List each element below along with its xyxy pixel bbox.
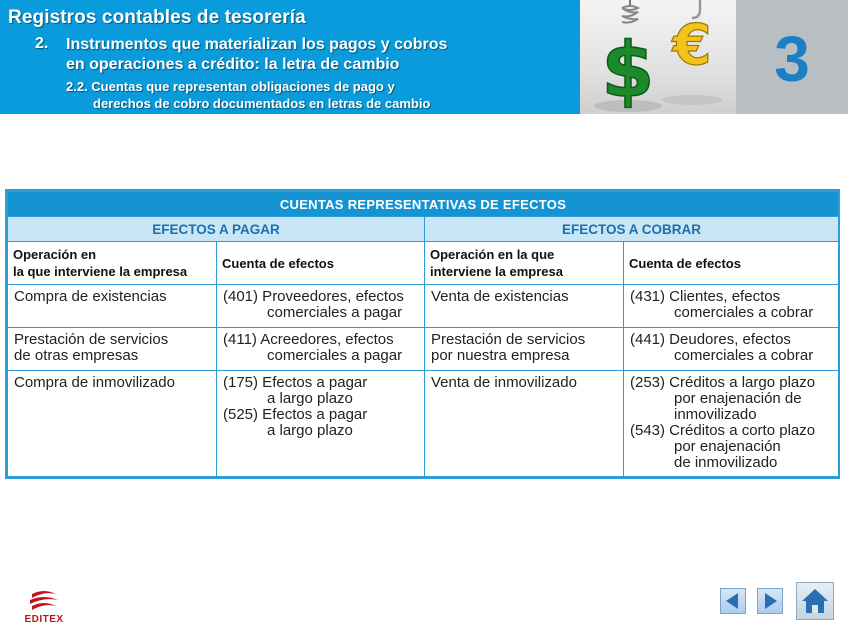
money-image — [580, 0, 736, 114]
prev-button[interactable] — [720, 588, 746, 614]
euro-sign-icon — [671, 13, 712, 78]
cell-operacion-cobrar — [425, 371, 624, 477]
chapter-badge — [736, 0, 848, 114]
home-icon — [797, 583, 833, 619]
cell-line: de otras empresas — [14, 347, 139, 364]
dollar-sign-icon — [602, 25, 655, 114]
cell-line: comerciales a cobrar — [674, 304, 814, 321]
header-band — [0, 0, 580, 114]
table-row — [8, 285, 839, 328]
editex-logo — [18, 588, 70, 628]
arrow-right-icon — [758, 589, 782, 613]
cell-line: por nuestra empresa — [431, 347, 570, 364]
arrow-left-icon — [721, 589, 745, 613]
accounts-table — [5, 189, 840, 479]
cell-cuenta-cobrar — [624, 285, 839, 328]
svg-text:€: € — [672, 13, 712, 78]
column-header-operacion-cobrar — [425, 242, 624, 285]
section-title-line-1: Instrumentos que materializan los pagos y cobros — [66, 36, 448, 53]
cell-line: por enajenación de — [674, 390, 802, 407]
cell-cuenta-cobrar — [624, 371, 839, 477]
column-header-line: Cuenta de efectos — [222, 255, 334, 271]
cell-line: Prestación de servicios — [431, 331, 586, 348]
section-title — [66, 35, 546, 75]
column-header-operacion-pagar — [8, 242, 217, 285]
cell-line: Venta de existencias — [431, 288, 569, 305]
cell-line: Compra de existencias — [14, 288, 167, 305]
editex-logo-icon — [18, 588, 70, 616]
column-header-line: Operación en la que — [430, 247, 555, 262]
cell-cuenta-pagar — [217, 371, 425, 477]
logo-text: EDITEX — [24, 614, 64, 625]
cell-line: (253) Créditos a largo plazo — [630, 374, 816, 391]
cell-line: inmovilizado — [674, 406, 757, 423]
cell-line: (175) Efectos a pagar — [223, 374, 368, 391]
cell-cuenta-cobrar — [624, 328, 839, 371]
column-header-line: Cuenta de efectos — [629, 255, 741, 271]
cell-line: Venta de inmovilizado — [431, 374, 577, 391]
cell-line: Prestación de servicios — [14, 331, 169, 348]
spring-icon — [622, 0, 638, 23]
cell-line: Compra de inmovilizado — [14, 374, 175, 391]
cell-operacion-cobrar — [425, 285, 624, 328]
cell-line: (441) Deudores, efectos — [630, 331, 791, 348]
cell-line: por enajenación — [674, 438, 781, 455]
next-button[interactable] — [757, 588, 783, 614]
cell-operacion-pagar — [8, 371, 217, 477]
table-row — [8, 371, 839, 477]
cell-line: a largo plazo — [267, 390, 353, 407]
column-header-line: interviene la empresa — [430, 264, 563, 279]
cell-line: (401) Proveedores, efectos — [223, 288, 404, 305]
page-title: Registros contables de tesorería — [8, 7, 306, 28]
column-header-cuenta-pagar — [217, 242, 425, 285]
column-header-cuenta-cobrar — [624, 242, 839, 285]
column-header-line: la que interviene la empresa — [13, 264, 188, 279]
cell-line: a largo plazo — [267, 422, 353, 439]
table-title: CUENTAS REPRESENTATIVAS DE EFECTOS — [8, 192, 839, 217]
cell-line: (411) Acreedores, efectos — [223, 331, 394, 348]
subsection-title-line-2: derechos de cobro documentados en letras de cambio — [93, 96, 431, 111]
subsection-title-line-1: 2.2. Cuentas que representan obligaciones de pago y — [66, 79, 395, 94]
cell-line: (543) Créditos a corto plazo — [630, 422, 816, 439]
section-title-line-2: en operaciones a crédito: la letra de cambio — [66, 56, 400, 73]
column-header-line: Operación en — [13, 247, 97, 262]
svg-text:$: $ — [601, 25, 655, 114]
cell-line: (525) Efectos a pagar — [223, 406, 368, 423]
table-row — [8, 328, 839, 371]
group-header-cobrar: EFECTOS A COBRAR — [425, 217, 839, 242]
chapter-number: 3 — [774, 23, 810, 95]
cell-line: comerciales a pagar — [267, 304, 403, 321]
group-header-pagar: EFECTOS A PAGAR — [8, 217, 425, 242]
cell-cuenta-pagar — [217, 328, 425, 371]
cell-line: de inmovilizado — [674, 454, 778, 471]
cell-line: comerciales a pagar — [267, 347, 403, 364]
cell-operacion-pagar — [8, 328, 217, 371]
subsection-title — [66, 78, 546, 112]
cell-line: (431) Clientes, efectos — [630, 288, 781, 305]
cell-operacion-pagar — [8, 285, 217, 328]
cell-operacion-cobrar — [425, 328, 624, 371]
cell-cuenta-pagar — [217, 285, 425, 328]
section-number: 2. — [35, 35, 49, 52]
cell-line: comerciales a cobrar — [674, 347, 814, 364]
home-button[interactable] — [796, 582, 834, 620]
